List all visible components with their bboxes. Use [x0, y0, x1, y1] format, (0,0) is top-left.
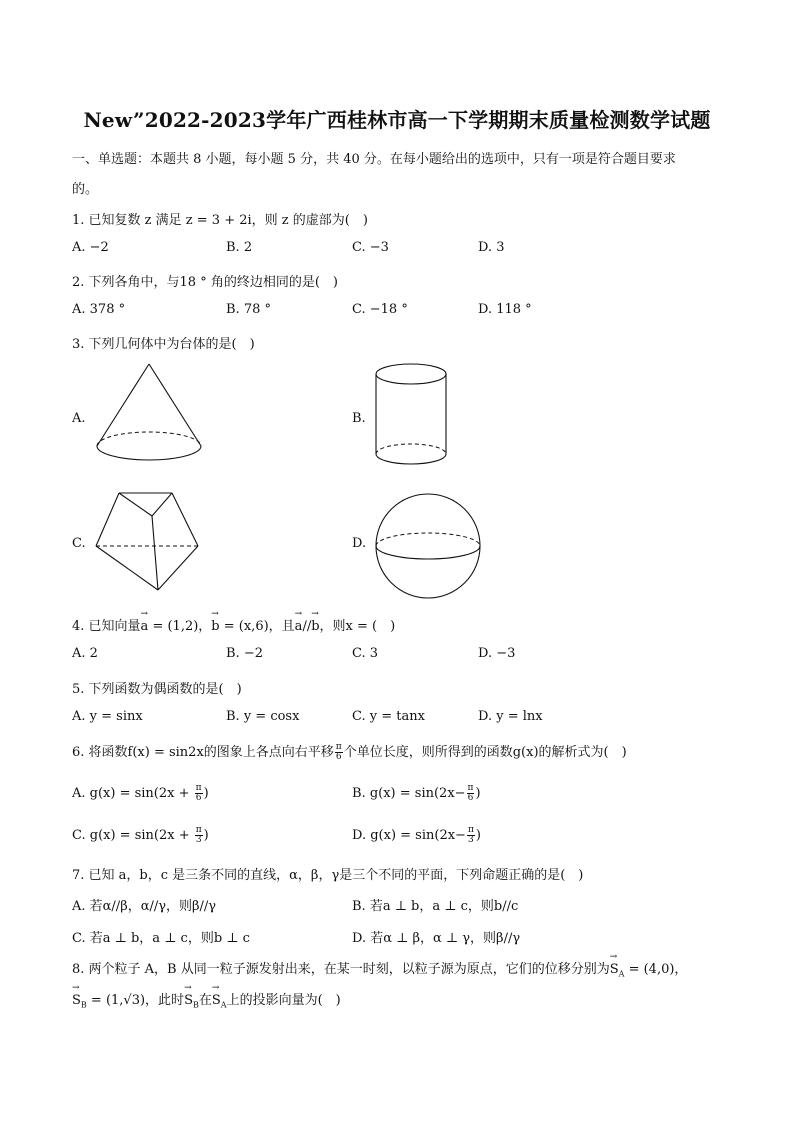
q6-a-text: A. g(x) = sin(2x + — [72, 786, 194, 801]
section-instructions-cont: 的。 — [72, 182, 99, 197]
q6-b-close: ) — [475, 786, 481, 801]
q6-d-close: ) — [475, 828, 481, 843]
vector-b-2: → b — [311, 619, 319, 634]
sb-subscript-2: B — [192, 1000, 199, 1010]
q6-option-b[interactable] — [352, 784, 481, 803]
q4-b-value: = (x,6)，且 — [219, 619, 295, 634]
q4-stem-prefix: 4. 已知向量 — [72, 619, 141, 634]
q1-option-d[interactable]: D. 3 — [478, 240, 505, 255]
q2-option-a[interactable]: A. 378 ° — [72, 302, 126, 317]
q6-option-a[interactable] — [72, 784, 209, 803]
q8-stem-prefix: 8. 两个粒子 A，B 从同一粒子源发射出来，在某一时刻，以粒子源为原点，它们的位移分别为 — [72, 962, 610, 977]
q6-fraction — [335, 743, 343, 762]
q6-a-fraction — [195, 784, 203, 803]
q6-a-den: 6 — [195, 793, 202, 803]
section-instructions: 一、单选题：本题共 8 小题，每小题 5 分，共 40 分。在每小题给出的选项中，只有一项是符合题目要求 — [72, 152, 676, 167]
question-3-stem: 3. 下列几何体中为台体的是( ) — [72, 337, 255, 352]
q1-option-b[interactable]: B. 2 — [226, 240, 253, 255]
q3-label-a[interactable]: A. — [72, 411, 86, 426]
q3-label-b[interactable]: B. — [352, 411, 366, 426]
question-7-stem: 7. 已知 a，b，c 是三条不同的直线，α，β，γ是三个不同的平面，下列命题正确的是( ) — [72, 868, 584, 883]
q4-option-a[interactable]: A. 2 — [72, 646, 98, 661]
q6-stem-prefix: 6. 将函数f(x) = sin2x的图象上各点向右平移 — [72, 745, 334, 760]
q8-mid-text: 在 — [198, 993, 212, 1008]
q7-option-d[interactable]: D. 若α ⊥ β，α ⊥ γ，则β//γ — [352, 931, 521, 946]
q4-a-value: = (1,2)， — [148, 619, 212, 634]
q6-b-num: π — [467, 783, 474, 793]
q6-b-fraction — [467, 784, 475, 803]
q1-option-a[interactable]: A. −2 — [72, 240, 109, 255]
q4-option-d[interactable]: D. −3 — [478, 646, 516, 661]
q2-option-b[interactable]: B. 78 ° — [226, 302, 271, 317]
q6-c-fraction — [195, 826, 203, 845]
page-title: New”2022-2023学年广西桂林市高一下学期期末质量检测数学试题 — [83, 108, 711, 132]
q6-option-d[interactable] — [352, 826, 481, 845]
vector-a: → a — [141, 619, 149, 634]
sb-value: = (1,√3)，此时 — [86, 993, 185, 1008]
vector-sa-2 — [212, 993, 227, 1010]
q7-option-a[interactable]: A. 若α//β，α//γ，则β//γ — [72, 899, 217, 914]
q6-b-den: 6 — [467, 793, 474, 803]
question-5-stem: 5. 下列函数为偶函数的是( ) — [72, 682, 242, 697]
q2-option-d[interactable]: D. 118 ° — [478, 302, 532, 317]
q6-stem-suffix: 个单位长度，则所得到的函数g(x)的解析式为( ) — [343, 745, 627, 760]
q6-b-text: B. g(x) = sin(2x− — [352, 786, 466, 801]
question-8-stem-line2 — [72, 989, 341, 1010]
q4-option-c[interactable]: C. 3 — [352, 646, 379, 661]
cone-figure — [94, 362, 204, 466]
q5-option-b[interactable]: B. y = cosx — [226, 709, 300, 724]
sphere-figure — [374, 492, 482, 600]
vector-a-2: → a — [295, 619, 303, 634]
vector-sb-2 — [184, 993, 199, 1010]
sa-subscript: A — [618, 969, 625, 979]
q5-option-d[interactable]: D. y = lnx — [478, 709, 543, 724]
q6-d-num: π — [467, 825, 474, 835]
question-2-stem: 2. 下列各角中，与18 ° 角的终边相同的是( ) — [72, 275, 338, 290]
q6-c-num: π — [195, 825, 202, 835]
q4-stem-suffix: ，则x = ( ) — [319, 619, 396, 634]
vector-sa — [610, 962, 625, 979]
q6-c-den: 3 — [195, 835, 202, 845]
sb-letter: S — [72, 993, 81, 1008]
sb-subscript: B — [80, 1000, 87, 1010]
q1-option-c[interactable]: C. −3 — [352, 240, 389, 255]
cylinder-figure — [374, 362, 448, 468]
vector-sb — [72, 993, 87, 1010]
q3-label-d[interactable]: D. — [352, 536, 367, 551]
q6-a-num: π — [195, 783, 202, 793]
q4-option-b[interactable]: B. −2 — [226, 646, 263, 661]
sa-subscript-2: A — [220, 1000, 227, 1010]
question-8-stem-line1 — [72, 958, 687, 979]
q6-c-close: ) — [203, 828, 209, 843]
q5-option-c[interactable]: C. y = tanx — [352, 709, 425, 724]
q7-option-c[interactable]: C. 若a ⊥ b，a ⊥ c，则b ⊥ c — [72, 931, 250, 946]
q8-stem-suffix: 上的投影向量为( ) — [226, 993, 341, 1008]
q6-d-den: 3 — [468, 835, 474, 845]
q6-d-text: D. g(x) = sin(2x− — [352, 828, 466, 843]
pyramid-figure — [94, 490, 206, 594]
q6-a-close: ) — [203, 786, 209, 801]
question-6-stem — [72, 741, 627, 762]
q6-fraction-num: π — [335, 742, 342, 752]
q2-option-c[interactable]: C. −18 ° — [352, 302, 408, 317]
q6-option-c[interactable] — [72, 826, 209, 845]
sa-value: = (4,0)， — [624, 962, 688, 977]
q7-option-b[interactable]: B. 若a ⊥ b，a ⊥ c，则b//c — [352, 899, 519, 914]
q5-option-a[interactable]: A. y = sinx — [72, 709, 143, 724]
vector-b: → b — [211, 619, 219, 634]
parallel-symbol: // — [302, 619, 312, 634]
sb-letter-2: S — [184, 993, 193, 1008]
sa-letter: S — [609, 962, 619, 977]
q6-c-text: C. g(x) = sin(2x + — [72, 828, 194, 843]
question-4-stem — [72, 615, 395, 634]
q3-label-c[interactable]: C. — [72, 536, 86, 551]
q6-fraction-den: 6 — [335, 752, 342, 762]
sa-letter-2: S — [211, 993, 221, 1008]
q6-d-fraction — [467, 826, 475, 845]
question-1-stem: 1. 已知复数 z 满足 z = 3 + 2i，则 z 的虚部为( ) — [72, 213, 368, 228]
